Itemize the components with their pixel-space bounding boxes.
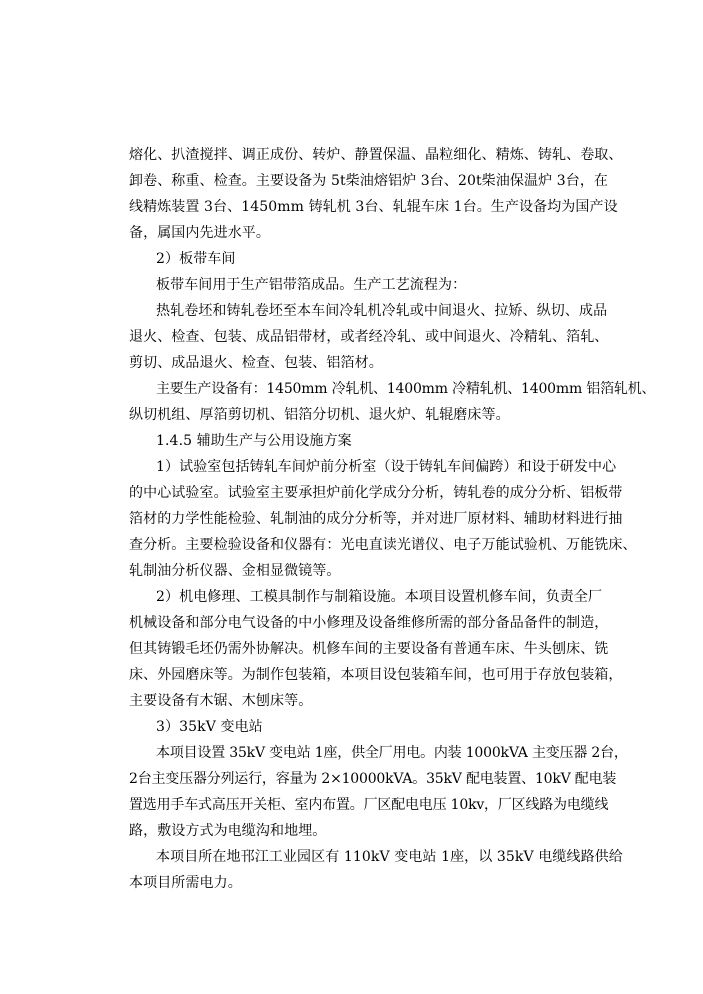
text-line: 主要设备有木锯、木刨床等。	[129, 693, 313, 709]
text-line: 本项目设置 35kV 变电站 1座，供全厂用电。内装 1000kVA 主变压器 2台，	[156, 745, 628, 761]
section-heading: 3）35kV 变电站	[156, 719, 263, 735]
text-line: 查分析。主要检验设备和仪器有：光电直读光谱仪、电子万能试验机、万能铣床、	[129, 537, 637, 553]
text-line: 1）试验室包括铸轧车间炉前分析室（设于铸轧车间偏跨）和设于研发中心	[156, 459, 617, 475]
text-line: 置选用手车式高压开关柜、室内布置。厂区配电电压 10kv，厂区线路为电缆线	[129, 797, 609, 813]
text-line: 的中心试验室。试验室主要承担炉前化学成分分析，铸轧卷的成分分析、铝板带	[129, 485, 623, 501]
text-line: 但其铸锻毛坯仍需外协解决。机修车间的主要设备有普通车床、牛头刨床、铣	[129, 641, 609, 657]
text-line: 剪切、成品退火、检查、包装、铝箔材。	[129, 355, 383, 371]
text-line: 2台主变压器分列运行，容量为 2×10000kVA。35kV 配电装置、10kV 配电装	[129, 771, 617, 787]
text-line: 箔材的力学性能检验、轧制油的成分分析等，并对进厂原材料、辅助材料进行抽	[129, 511, 623, 527]
text-line: 熔化、扒渣搅拌、调正成份、转炉、静置保温、晶粒细化、精炼、铸轧、卷取、	[129, 147, 623, 163]
text-line: 热轧卷坯和铸轧卷坯至本车间冷轧机冷轧或中间退火、拉矫、纵切、成品	[156, 303, 608, 319]
text-line: 机械设备和部分电气设备的中小修理及设备维修所需的部分备品备件的制造，	[129, 615, 609, 631]
text-line: 备，属国内先进水平。	[129, 225, 270, 241]
text-line: 纵切机组、厚箔剪切机、铝箔分切机、退火炉、轧辊磨床等。	[129, 407, 510, 423]
text-line: 本项目所在地邗江工业园区有 110kV 变电站 1座，以 35kV 电缆线路供给	[156, 849, 623, 865]
text-line: 主要生产设备有：1450mm 冷轧机、1400mm 冷精轧机、1400mm 铝箔轧机、	[156, 381, 656, 397]
text-line: 卸卷、称重、检查。主要设备为 5t柴油熔铝炉 3台、20t柴油保温炉 3台，在	[129, 173, 609, 189]
text-line: 板带车间用于生产铝带箔成品。生产工艺流程为：	[156, 277, 467, 293]
section-heading: 2）板带车间	[156, 251, 236, 267]
text-line: 本项目所需电力。	[129, 875, 242, 891]
text-line: 2）机电修理、工模具制作与制箱设施。本项目设置机修车间，负责全厂	[156, 589, 603, 605]
text-line: 轧制油分析仪器、金相显微镜等。	[129, 563, 341, 579]
text-line: 退火、检查、包装、成品铝带材，或者经冷轧、或中间退火、冷精轧、箔轧、	[129, 329, 609, 345]
text-line: 线精炼装置 3台、1450mm 铸轧机 3台、轧辊车床 1台。生产设备均为国产设	[129, 199, 618, 215]
text-line: 路，敷设方式为电缆沟和地埋。	[129, 823, 327, 839]
text-line: 床、外园磨床等。为制作包装箱，本项目设包装箱车间，也可用于存放包装箱，	[129, 667, 623, 683]
section-heading: 1.4.5 辅助生产与公用设施方案	[156, 433, 352, 449]
